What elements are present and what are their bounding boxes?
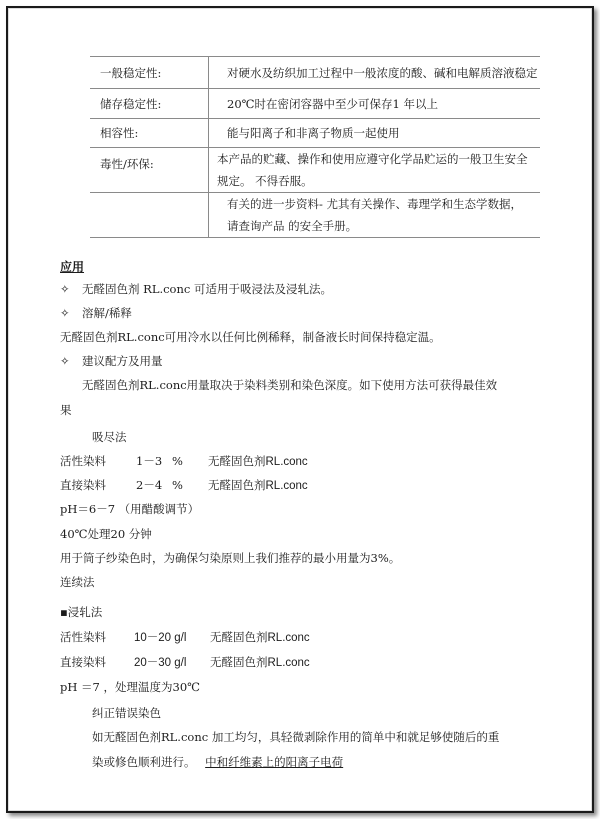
list-item: ✧ 无醛固色剂 RL.conc 可适用于吸浸法及浸轧法。 [60,282,332,296]
dosage-text: 无醛固色剂RL.conc用量取决于染料类别和染色深度。如下使用方法可获得最佳效 [82,378,498,392]
properties-table [90,56,540,238]
diamond-bullet-icon: ✧ [60,354,70,368]
property-label: 一般稳定性: [100,65,162,80]
table-row: 活性染料 1－3 % 无醛固色剂RL.conc [60,454,308,468]
property-label: 相容性: [100,126,139,140]
table-row: 直接染料 2－4 % 无醛固色剂RL.conc [60,478,308,492]
section-heading-application: 应用 [60,260,85,274]
table-row: 活性染料 10－20 g/l 无醛固色剂RL.conc [60,630,310,644]
diamond-bullet-icon: ✧ [60,282,70,296]
padding-method-title: ▪浸轧法 [60,605,103,619]
dilution-text: 无醛固色剂RL.conc可用冷水以任何比例稀释，制备液长时间保持稳定温。 [60,330,441,344]
correction-title: 纠正错误染色 [92,706,161,720]
continuous-method-title: 连续法 [60,575,95,589]
dosage-text-continued: 果 [60,403,72,417]
table-row [90,148,540,193]
table-row [90,89,540,119]
property-value: 能与阳离子和非离子物质一起使用 [209,119,541,148]
property-label [90,193,209,238]
list-item: ✧ 建议配方及用量 [60,354,163,368]
exhaust-temperature: 40℃处理20 分钟 [60,527,152,541]
table-row: 直接染料 20－30 g/l 无醛固色剂RL.conc [60,655,310,669]
property-label: 毒性/环保: [100,157,154,171]
correction-text-continued: 染或修色顺利进行。 中和纤维素上的阳离子电荷 [92,755,344,769]
correction-text: 如无醛固色剂RL.conc 加工均匀，具轻微剥除作用的简单中和就足够使随后的重 [92,730,500,744]
table-row [90,119,540,148]
continuous-ph: pH ＝7 ，处理温度为30℃ [60,680,201,694]
table-row [90,57,540,89]
property-value: 有关的进一步资料- 尤其有关操作、毒理学和生态学数据，请查询产品 的安全手册。 [209,193,541,238]
exhaust-note: 用于筒子纱染色时，为确保匀染原则上我们推荐的最小用量为3%。 [60,551,401,565]
table-row [90,193,540,238]
property-label: 储存稳定性: [100,96,162,111]
list-item: ✧ 溶解/稀释 [60,306,132,320]
property-value: 20℃时在密闭容器中至少可保存1 年以上 [209,89,541,119]
property-value: 对硬水及纺织加工过程中一般浓度的酸、碱和电解质溶液稳定 [209,57,541,89]
property-value: 本产品的贮藏、操作和使用应遵守化学品贮运的一般卫生安全规定。 不得吞服。 [209,148,541,193]
diamond-bullet-icon: ✧ [60,306,70,320]
exhaust-method-title: 吸尽法 [92,430,127,444]
exhaust-ph: pH＝6－7 （用醋酸调节） [60,502,200,516]
